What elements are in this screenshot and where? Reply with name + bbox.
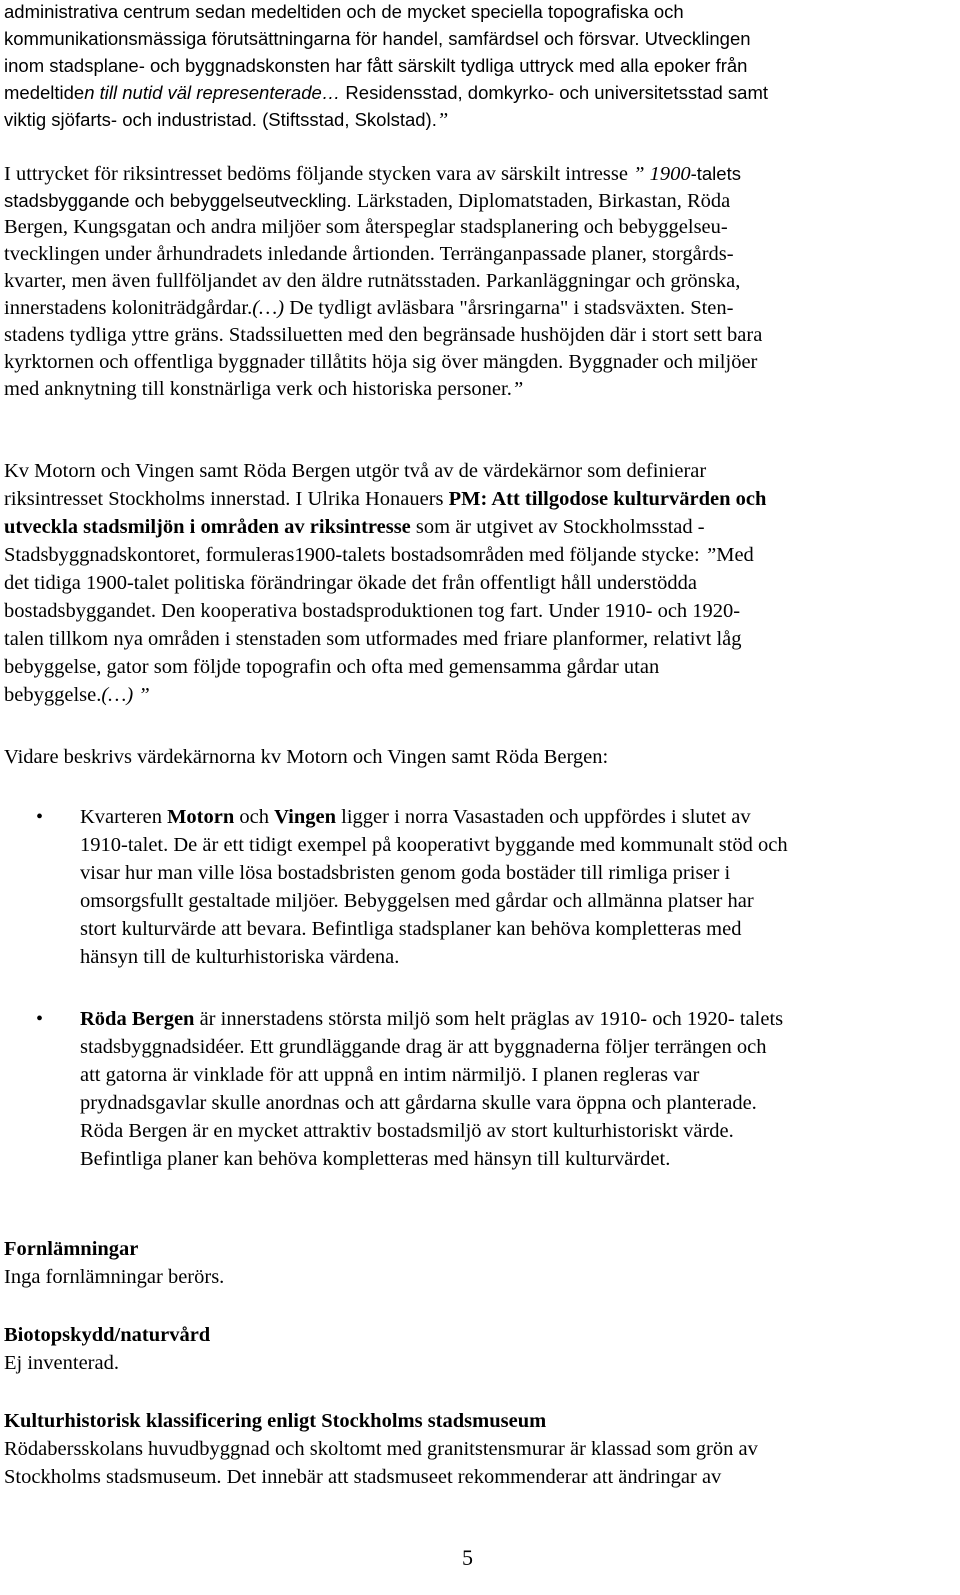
text-line — [4, 241, 734, 268]
text-span: viktig sjöfarts- och industristad. (Stiftsstad, Skolstad). — [4, 109, 437, 130]
italic-span: (…) ” — [101, 684, 150, 706]
text-span: med anknytning till konstnärliga verk och historiska personer. — [4, 378, 512, 400]
text-span: De tydligt avläsbara "årsringarna" i stadsväxten. Sten- — [284, 297, 734, 319]
text-span: I uttrycket för riksintresset bedöms följande stycken vara av särskilt intresse — [4, 163, 628, 185]
text-line: inom stadsplane- och byggnadskonsten har fått särskilt tydliga uttryck med alla epoker från — [4, 55, 748, 76]
quote-mark: ” — [511, 378, 524, 400]
text-span: Residensstad, domkyrko- och universitetsstad samt — [340, 82, 769, 103]
section-heading: Fornlämningar — [4, 1238, 139, 1260]
list-item-line: Befintliga planer kan behöva kompletteras med hänsyn till kulturvärdet. — [80, 1148, 671, 1170]
text-line — [4, 106, 448, 134]
list-item-line: att gatorna är vinklade för att uppnå en intim närmiljö. I planen regleras var — [80, 1064, 700, 1086]
text-span: Terränganpassade planer, storgårds- — [434, 243, 734, 265]
list-item-line — [80, 1006, 783, 1033]
list-item-line: visar hur man ville lösa bostadsbristen genom goda bostäder till rimliga priser i — [80, 862, 731, 884]
list-item-line: prydnadsgavlar skulle anordnas och att gårdarna skulle vara öppna och planterade. — [80, 1092, 757, 1114]
text-span: ligger i norra Vasastaden och uppfördes i slutet av — [336, 806, 751, 828]
text-span: och — [234, 806, 275, 828]
page-number: 5 — [462, 1545, 473, 1570]
text-span: medeltide — [4, 82, 85, 103]
list-item-line: stadsbyggnadsidéer. Ett grundläggande drag är att byggnaderna följer terrängen och — [80, 1036, 767, 1058]
list-item-line — [80, 804, 751, 831]
text-span: stadens tydliga yttre gräns. — [4, 324, 224, 346]
bold-span: Röda Bergen — [80, 1008, 195, 1030]
text-span: -talets — [690, 163, 741, 184]
text-line: Bergen, Kungsgatan och andra miljöer som återspeglar stadsplanering och bebyggelseu- — [4, 216, 728, 238]
text-span: innerstadens koloniträdgårdar. — [4, 297, 253, 319]
text-line: administrativa centrum sedan medeltiden och de mycket speciella topografiska och — [4, 1, 684, 22]
text-line — [4, 79, 768, 106]
text-span: tvecklingen under århundradets inledande årtionden. — [4, 243, 435, 265]
text-line — [4, 187, 730, 215]
section-text: Stockholms stadsmuseum. Det innebär att stadsmuseet rekommenderar att ändringar av — [4, 1466, 722, 1488]
text-line — [4, 542, 754, 569]
text-span: Lärkstaden, Diplomatstaden, Birkastan, Röda — [351, 190, 731, 212]
text-span: riksintresset Stockholms innerstad. I Ulrika Honauers — [4, 488, 449, 510]
section-heading: Kulturhistorisk klassificering enligt Stockholms stadsmuseum — [4, 1410, 547, 1432]
text-line: det tidiga 1900-talet politiska förändringar ökade det från offentligt håll understödda — [4, 572, 697, 594]
text-span: är innerstadens största miljö som helt präglas av 1910- och 1920- talets — [194, 1008, 784, 1030]
quote-mark: ” — [436, 109, 449, 131]
list-item-line: hänsyn till de kulturhistoriska värdena. — [80, 946, 400, 968]
text-line: Kv Motorn och Vingen samt Röda Bergen utgör två av de värdekärnor som definierar — [4, 460, 707, 482]
text-span: Med — [716, 544, 754, 566]
bold-span: Vingen — [274, 806, 337, 828]
list-item-line: omsorgsfullt gestaltade miljöer. Bebyggelsen med gårdar och allmänna platser har — [80, 890, 754, 912]
text-span: bebyggelse. — [4, 684, 102, 706]
text-line: kyrktornen och offentliga byggnader tillåtits höja sig över mängden. Byggnader och miljöer — [4, 351, 758, 373]
text-line: bebyggelse, gator som följde topografin och ofta med gemensamma gårdar utan — [4, 656, 660, 678]
section-text: Rödabersskolans huvudbyggnad och skoltomt med granitstensmurar är klassad som grön av — [4, 1438, 758, 1460]
section-heading: Biotopskydd/naturvård — [4, 1324, 211, 1346]
text-line: Vidare beskrivs värdekärnorna kv Motorn och Vingen samt Röda Bergen: — [4, 746, 609, 768]
section-text: Ej inventerad. — [4, 1352, 119, 1374]
text-line — [4, 295, 733, 322]
text-line — [4, 486, 766, 513]
bold-title: PM: Att tillgodose kulturvärden och — [448, 488, 767, 510]
text-span: stadsbyggande och bebyggelseutveckling. — [4, 190, 352, 211]
italic-span: n till nutid väl representerade… — [84, 82, 341, 103]
list-item-line: Röda Bergen är en mycket attraktiv bostadsmiljö av stort kulturhistoriskt värde. — [80, 1120, 734, 1142]
text-span: som är utgivet av Stockholmsstad - — [410, 516, 705, 538]
text-line — [4, 376, 523, 403]
italic-span: (…) — [252, 297, 285, 319]
bullet-icon: • — [36, 806, 44, 828]
italic-span: ” 1900 — [627, 163, 691, 185]
list-item-line: 1910-talet. De är ett tidigt exempel på kooperativt byggande med kommunalt stöd och — [80, 834, 788, 856]
text-line — [4, 160, 741, 188]
text-line: bostadsbyggandet. Den kooperativa bostadsproduktionen tog fart. Under 1910- och 1920- — [4, 600, 741, 622]
text-span: Stadssiluetten med den begränsade hushöjden där i stort sett bara — [223, 324, 763, 346]
text-span: Stadsbyggnadskontoret, formuleras1900-talets bostadsområden med följande stycke: — [4, 544, 705, 566]
bullet-icon: • — [36, 1008, 44, 1030]
text-line — [4, 682, 150, 709]
text-line — [4, 514, 705, 541]
bold-span: Motorn — [167, 806, 235, 828]
text-line: kommunikationsmässiga förutsättningarna för handel, samfärdsel och försvar. Utvecklingen — [4, 28, 751, 49]
quote-mark: ” — [704, 544, 717, 566]
text-line: kvarter, men även fullföljandet av den äldre rutnätsstaden. Parkanläggningar och grönska, — [4, 270, 741, 292]
text-line: talen tillkom nya områden i stenstaden som utformades med friare planformer, relativt låg — [4, 628, 742, 650]
section-text: Inga fornlämningar berörs. — [4, 1266, 225, 1288]
list-item-line: stort kulturvärde att bevara. Befintliga stadsplaner kan behöva kompletteras med — [80, 918, 742, 940]
bold-title: utveckla stadsmiljön i områden av riksintresse — [4, 516, 411, 538]
text-line — [4, 322, 762, 349]
text-span: Kvarteren — [80, 806, 168, 828]
